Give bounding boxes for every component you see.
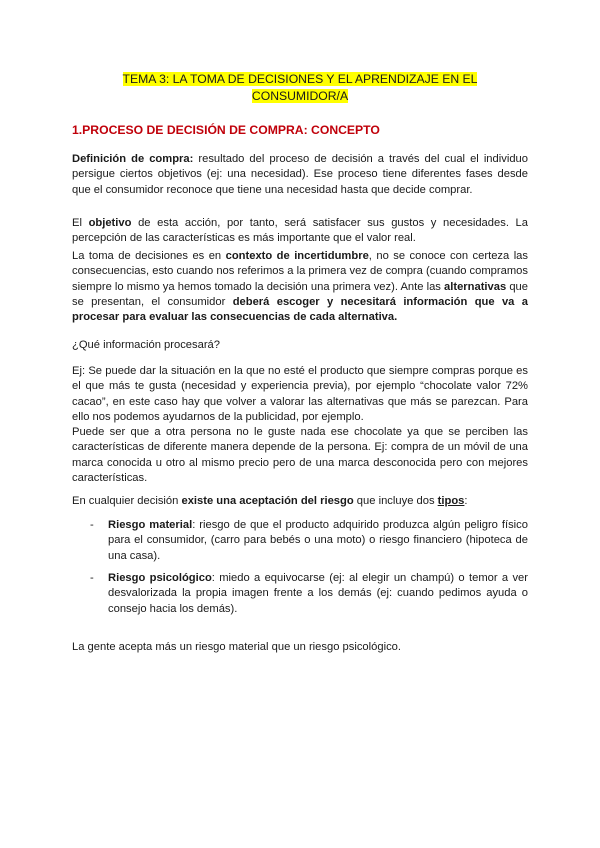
section-heading: 1.PROCESO DE DECISIÓN DE COMPRA: CONCEPTO (72, 123, 380, 137)
title-line-2: CONSUMIDOR/A (251, 89, 349, 103)
conclusion-paragraph: La gente acepta más un riesgo material que un riesgo psicológico. (72, 641, 401, 653)
question-paragraph: ¿Qué información procesará? (72, 339, 220, 351)
definition-paragraph: Definición de compra: resultado del proceso de decisión a través del cual el individuo persigue ciertos objetivos (ej: una necesidad). Ese proceso tiene diferentes fases desde que el consumidor reconoce que tiene una necesidad hasta que decide comprar. (72, 153, 528, 196)
title-line-1: TEMA 3: LA TOMA DE DECISIONES Y EL APRENDIZAJE EN EL (122, 72, 478, 86)
example-paragraph-2: Puede ser que a otra persona no le guste nada ese chocolate ya que se perciben las características de diferente manera depende de la persona. Ej: compra de un móvil de una marca conocida u otro al mismo precio pero de una marca desconocida pero con mejores características. (72, 426, 528, 484)
document-title (0, 71, 600, 105)
definition-term: Definición de compra: (72, 153, 194, 165)
objective-term: objetivo (88, 217, 132, 229)
objective-paragraph: El objetivo de esta acción, por tanto, será satisfacer sus gustos y necesidades. La percepción de las características es más importante que el valor real. (72, 217, 528, 245)
list-item: - Riesgo material: riesgo de que el producto adquirido produzca algún peligro físico para el consumidor, (carro para bebés o una moto) o riesgo financiero (hipoteca de una casa). (90, 518, 528, 564)
uncertainty-paragraph: La toma de decisiones es en contexto de incertidumbre, no se conoce con certeza las consecuencias, esto cuando nos referimos a la primera vez de compra (cuando compramos siempre lo mismo ya hemos tomado la decisión una primera vez). Ante las alternativas que se presentan, el consumidor deberá escoger y necesitará información que va a procesar para evaluar las consecuencias de cada alternativa. (72, 250, 528, 324)
risk-intro-paragraph: En cualquier decisión existe una aceptación del riesgo que incluye dos tipos: (72, 495, 468, 507)
risk-list (90, 571, 528, 617)
risk-list (90, 518, 528, 564)
list-item: - Riesgo psicológico: miedo a equivocarse (ej: al elegir un champú) o temor a ver desvalorizada la propia imagen frente a los demás (ej: cuando pedimos ayuda o consejo hacia los demás). (90, 571, 528, 617)
example-paragraph-1: Ej: Se puede dar la situación en la que no esté el producto que siempre compras porque es el que más te gusta (necesidad y experiencia previa), por ejemplo “chocolate valor 72% cacao”, en este caso hay que volver a valorar las alternativas que más se parezcan. Para ello nos podemos ayudarnos de la publicidad, por ejemplo. (72, 365, 528, 423)
